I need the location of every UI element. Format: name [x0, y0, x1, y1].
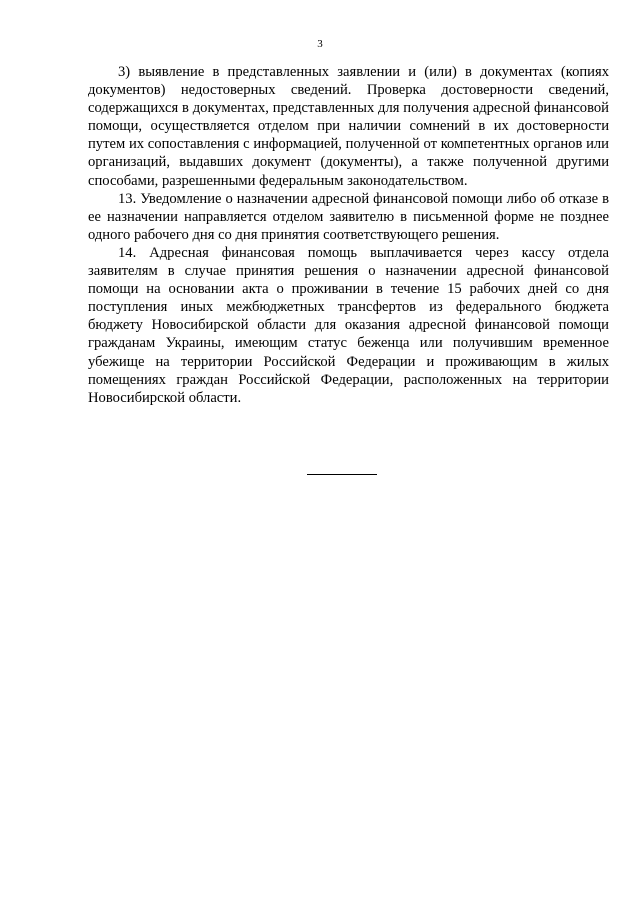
- paragraph-item-14: 14. Адресная финансовая помощь выплачивается через кассу отдела заявителям в случае принятия решения о назначении адресной финансовой помощи на основании акта о проживании в течение 15 рабочих дней со дня поступления иных межбюджетных трансфертов из федерального бюджета бюджету Новосибирской области для оказания адресной финансовой помощи гражданам Украины, имеющим статус беженца или получившим временное убежище на территории Российской Федерации и проживающим в жилых помещениях граждан Российской Федерации, расположенных на территории Новосибирской области.: [88, 244, 609, 406]
- paragraph-item-13: 13. Уведомление о назначении адресной финансовой помощи либо об отказе в ее назначении направляется отделом заявителю в письменной форме не позднее одного рабочего дня со дня принятия соответствующего решения.: [88, 190, 609, 243]
- paragraph-item-3: 3) выявление в представленных заявлении и (или) в документах (копиях документов) недостоверных сведений. Проверка достоверности сведений, содержащихся в документах, представленных для получения адресной финансовой помощи, осуществляется отделом при наличии сомнений в их достоверности путем их сопоставления с информацией, полученной от компетентных органов или организаций, выдавших документ (документы), а также полученной другими способами, разрешенными федеральным законодательством.: [88, 64, 609, 189]
- document-body: [88, 63, 609, 407]
- end-of-document-rule: [307, 474, 377, 475]
- page-number: 3: [317, 38, 323, 50]
